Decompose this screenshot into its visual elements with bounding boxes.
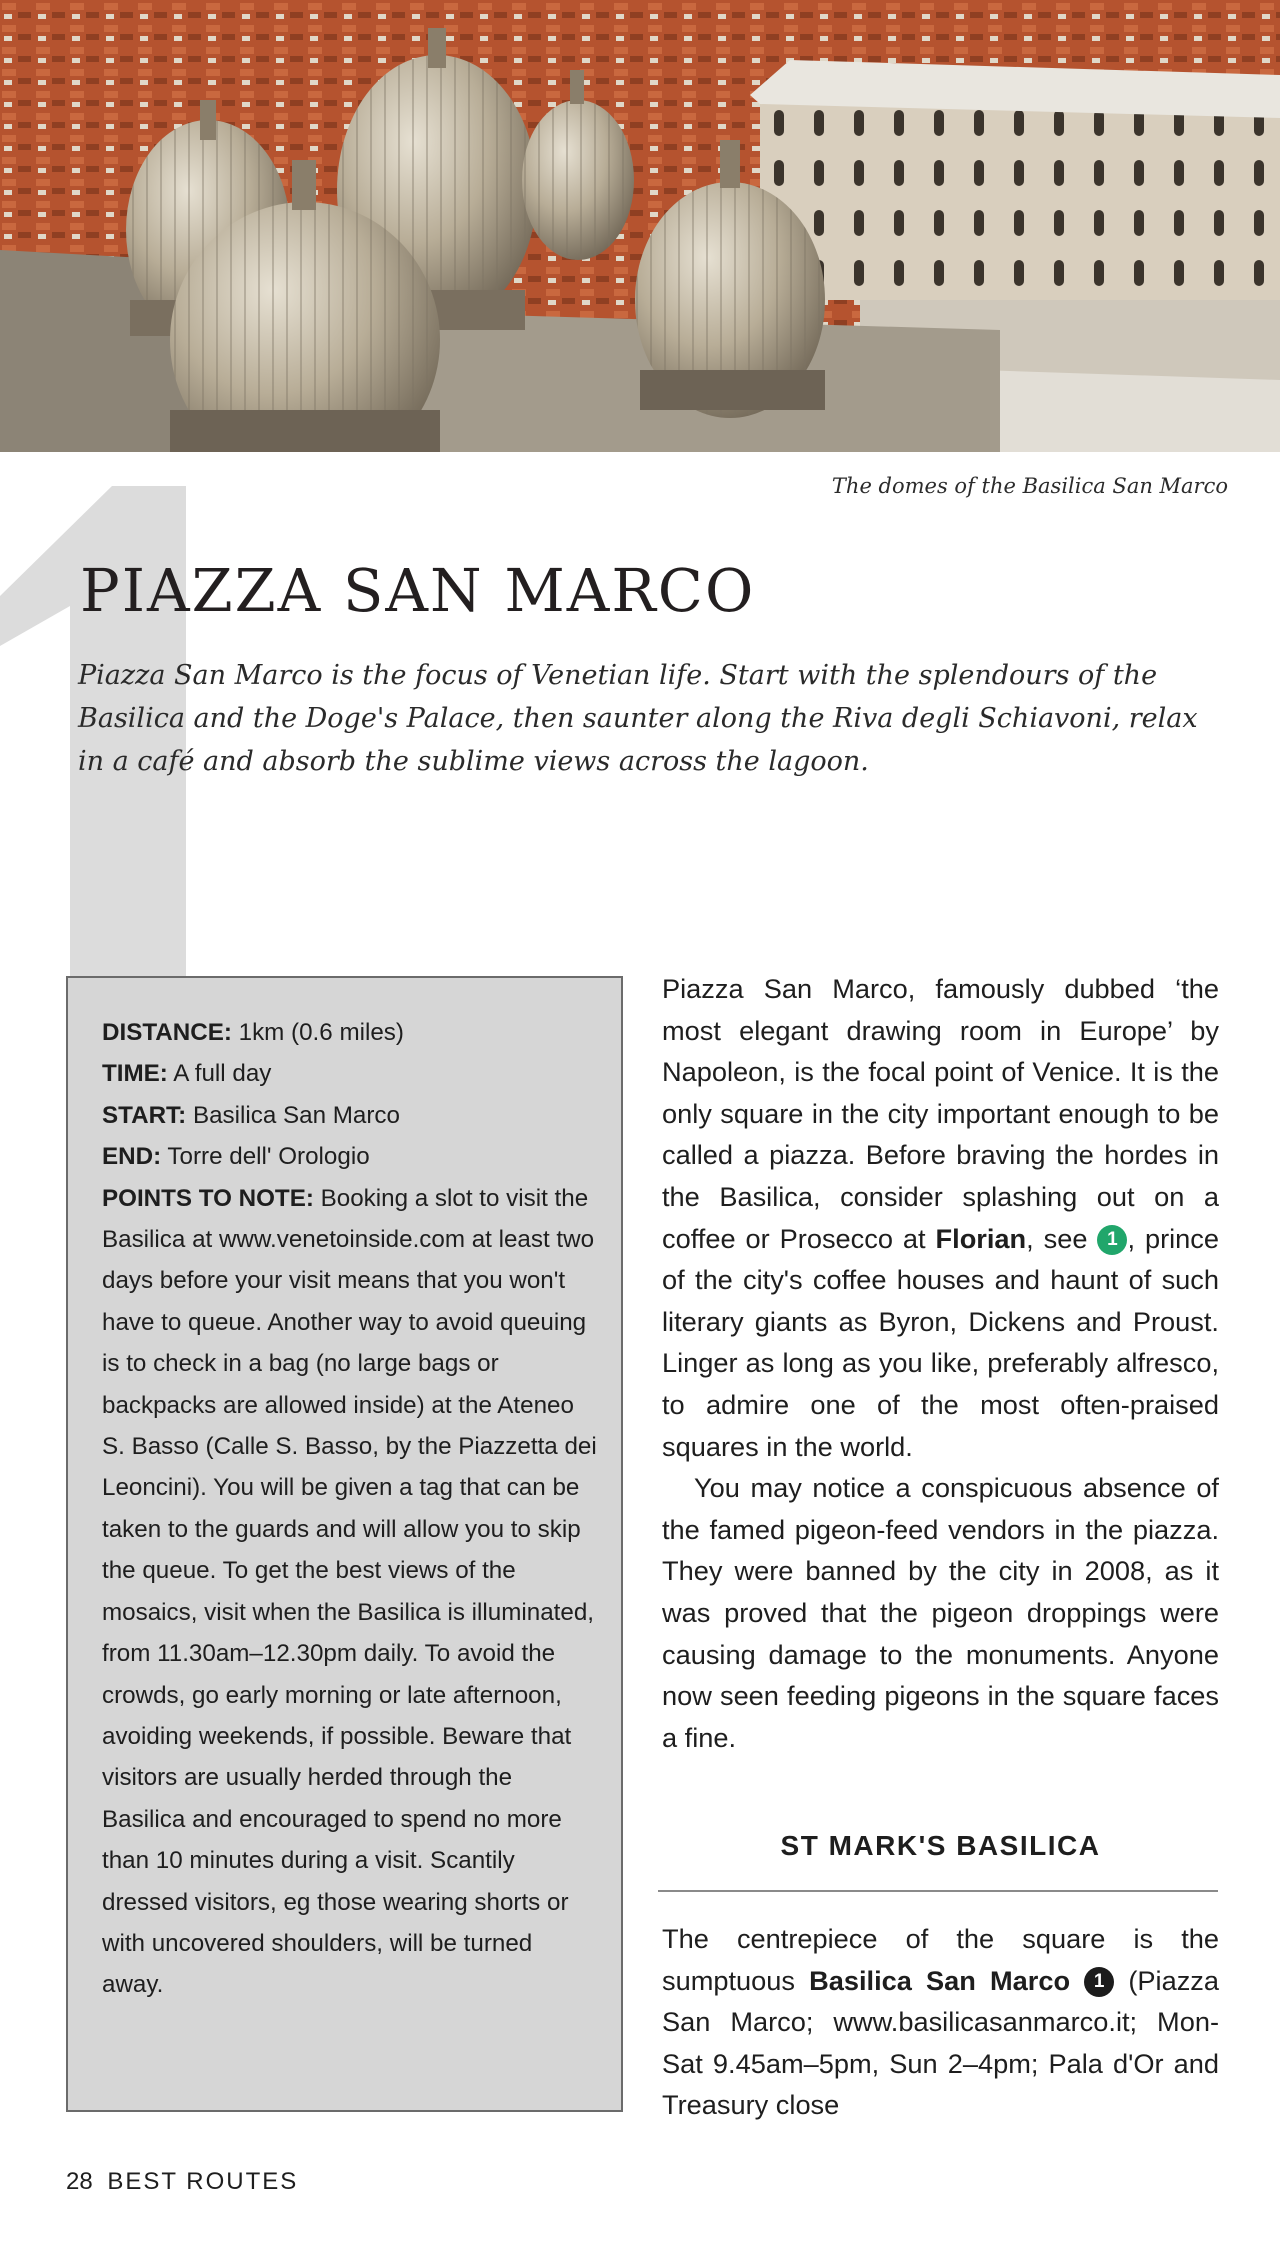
distance-label: DISTANCE: bbox=[102, 1019, 232, 1046]
route-intro: Piazza San Marco is the focus of Venetian life. Start with the splendours of the Basilica and the Doge's Palace, then saunter along the Riva degli Schiavoni, relax in a café and absorb the sublime views across the lagoon. bbox=[78, 660, 1198, 777]
distance-value: 1km (0.6 miles) bbox=[238, 1019, 404, 1046]
distance-row bbox=[102, 1012, 599, 1053]
map-marker-green: 1 bbox=[1097, 1225, 1127, 1255]
body-column bbox=[662, 968, 1219, 1758]
start-label: START: bbox=[102, 1101, 187, 1129]
points-to-note bbox=[102, 1178, 599, 2006]
body-paragraph-3 bbox=[662, 1918, 1219, 2126]
body-paragraph-1 bbox=[662, 968, 1219, 1467]
notes-text: Booking a slot to visit the Basilica at www.venetoinside.com at least two days before your visit means that you won't have to queue. Another way to avoid queuing is to check in a bag (no large bags or backpacks are allowed inside) at the Ateneo S. Basso (Calle S. Basso, by the Piazzetta dei Leoncini). You will be given a tag that can be taken to the guards and will allow you to skip the queue. To get the best views of the mosaics, visit when the Basilica is illuminated, from 11.30am–12.30pm daily. To avoid the crowds, go early morning or late afternoon, avoiding weekends, if possible. Beware that visitors are usually herded through the Basilica and encouraged to spend no more than 10 minutes during a visit. Scantily dressed visitors, eg those wearing shorts or with uncovered shoulders, will be turned away. bbox=[102, 1184, 597, 1999]
florian-name: Florian bbox=[935, 1222, 1027, 1254]
map-marker-black: 1 bbox=[1084, 1967, 1114, 1997]
section-heading: ST MARK'S BASILICA bbox=[780, 1830, 1101, 1861]
section-name: BEST ROUTES bbox=[107, 2168, 299, 2195]
notes-label: POINTS TO NOTE: bbox=[102, 1184, 314, 1212]
route-title: PIAZZA SAN MARCO bbox=[80, 556, 756, 625]
start-row bbox=[102, 1095, 599, 1136]
body-text: The centrepiece of the square is the sumptuous bbox=[662, 1923, 1219, 1996]
end-label: END: bbox=[102, 1143, 162, 1171]
body-text: , see bbox=[1026, 1222, 1098, 1254]
hero-photo bbox=[0, 0, 1280, 452]
body-text: , prince of the city's coffee houses and haunt of such literary giants as Byron, Dickens and Proust. Linger as long as you like, preferably alfresco, to admire one of the most often-praised squares in the world. bbox=[662, 1222, 1219, 1462]
basilica-name: Basilica San Marco bbox=[809, 1964, 1071, 1996]
heading-rule bbox=[658, 1890, 1218, 1892]
body-text: Piazza San Marco, famously dubbed ‘the most elegant drawing room in Europe’ by Napoleon, is the focal point of Venice. It is the only square in the city important enough to be called a piazza. Before braving the hordes in the Basilica, consider splashing out on a coffee or Prosecco at bbox=[662, 973, 1219, 1254]
end-value: Torre dell' Orologio bbox=[167, 1143, 370, 1171]
route-info-box bbox=[66, 976, 623, 2112]
body-column-2 bbox=[662, 1918, 1219, 2126]
time-value: A full day bbox=[173, 1060, 272, 1088]
basilica-domes-illustration bbox=[0, 0, 1280, 452]
time-row bbox=[102, 1053, 599, 1094]
end-row bbox=[102, 1136, 599, 1177]
page-number: 28 bbox=[66, 2168, 93, 2195]
start-value: Basilica San Marco bbox=[192, 1101, 400, 1129]
time-label: TIME: bbox=[102, 1060, 168, 1088]
page-footer bbox=[66, 2168, 298, 2196]
body-paragraph-2: You may notice a conspicuous absence of the famed pigeon-feed vendors in the piazza. They were banned by the city in 2008, as it was proved that the pigeon droppings were causing damage to the monuments. Anyone now seen feeding pigeons in the square faces a fine. bbox=[662, 1472, 1219, 1753]
body-text: (Piazza San Marco; www.basilicasanmarco.it; Mon-Sat 9.45am–5pm, Sun 2–4pm; Pala d'Or and Treasury close bbox=[662, 1964, 1219, 2121]
photo-caption: The domes of the Basilica San Marco bbox=[831, 474, 1228, 498]
